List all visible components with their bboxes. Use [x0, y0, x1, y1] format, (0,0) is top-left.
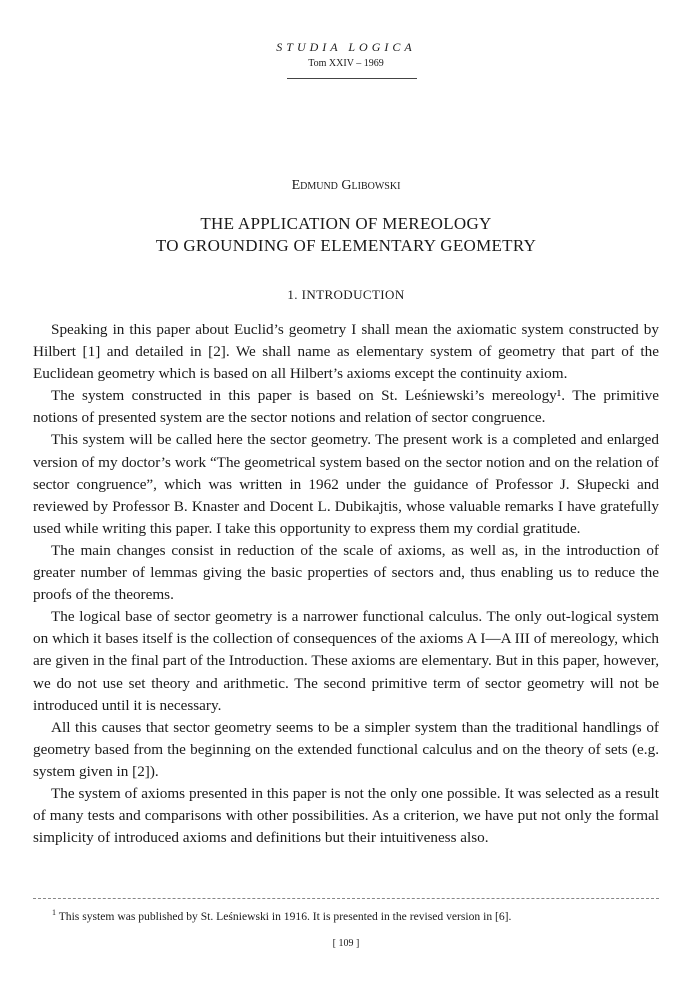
footnote-text: This system was published by St. Leśniewski in 1916. It is presented in the revised version in [6].: [58, 909, 512, 923]
paragraph-5: The logical base of sector geometry is a narrower functional calculus. The only out-logical system on which it bases itself is the collection of consequences of the axioms A I—A III of mereology, which are given in the final part of the Introduction. These axioms are elementary. But in this paper, however, we do not use set theory and arithmetic. The second primitive term of sector geometry will not be introduced until it is necessary.: [33, 608, 659, 714]
page-number: [ 109 ]: [332, 938, 360, 949]
paragraph-2: The system constructed in this paper is based on St. Leśniewski’s mereology¹. The primitive notions of presented system are the sector notions and relation of sector congruence.: [33, 387, 659, 427]
footnote: [52, 906, 662, 924]
paragraph-4: The main changes consist in reduction of the scale of axioms, as well as, in the introduction of greater number of lemmas giving the basic properties of sectors and, thus enabling us to reduce the proofs of the theorems.: [33, 541, 659, 604]
paragraph-1: Speaking in this paper about Euclid’s geometry I shall mean the axiomatic system constructed by Hilbert [1] and detailed in [2]. We shall name as elementary system of geometry that part of the Euclidean geometry which is based on all Hilbert’s axioms except the continuity axiom.: [33, 321, 659, 383]
volume-line: Tom XXIV – 1969: [308, 58, 384, 69]
title-line-1: THE APPLICATION OF MEREOLOGY: [200, 214, 492, 233]
body-text: [33, 319, 659, 849]
footnote-rule: [33, 898, 659, 899]
journal-name: STUDIA LOGICA: [276, 40, 416, 54]
footnote-marker: 1: [52, 908, 56, 917]
title-line-2: TO GROUNDING OF ELEMENTARY GEOMETRY: [155, 236, 537, 255]
section-heading: 1. INTRODUCTION: [287, 287, 405, 302]
paper-title: [0, 213, 692, 257]
paragraph-7: The system of axioms presented in this paper is not the only one possible. It was selected as a result of many tests and comparisons with other possibilities. As a criterion, we have put not only the formal simplicity of introduced axioms and definitions but their intuitiveness also.: [33, 784, 659, 847]
paragraph-6: All this causes that sector geometry seems to be a simpler system than the traditional handlings of geometry based from the beginning on the extended functional calculus and on the theory of sets (e.g. system given in [2]).: [33, 718, 659, 780]
header-rule: [287, 78, 417, 79]
author-name: Edmund Glibowski: [291, 178, 401, 193]
paragraph-3: This system will be called here the sector geometry. The present work is a completed and enlarged version of my doctor’s work “The geometrical system based on the sector notion and on the relation of sector congruence”, which was written in 1962 under the guidance of Professor J. Słupecki and reviewed by Professor B. Knaster and Docent L. Dubikajtis, whose valuable remarks I have gratefully used while writing this paper. I take this opportunity to express them my cordial gratitude.: [33, 431, 659, 537]
